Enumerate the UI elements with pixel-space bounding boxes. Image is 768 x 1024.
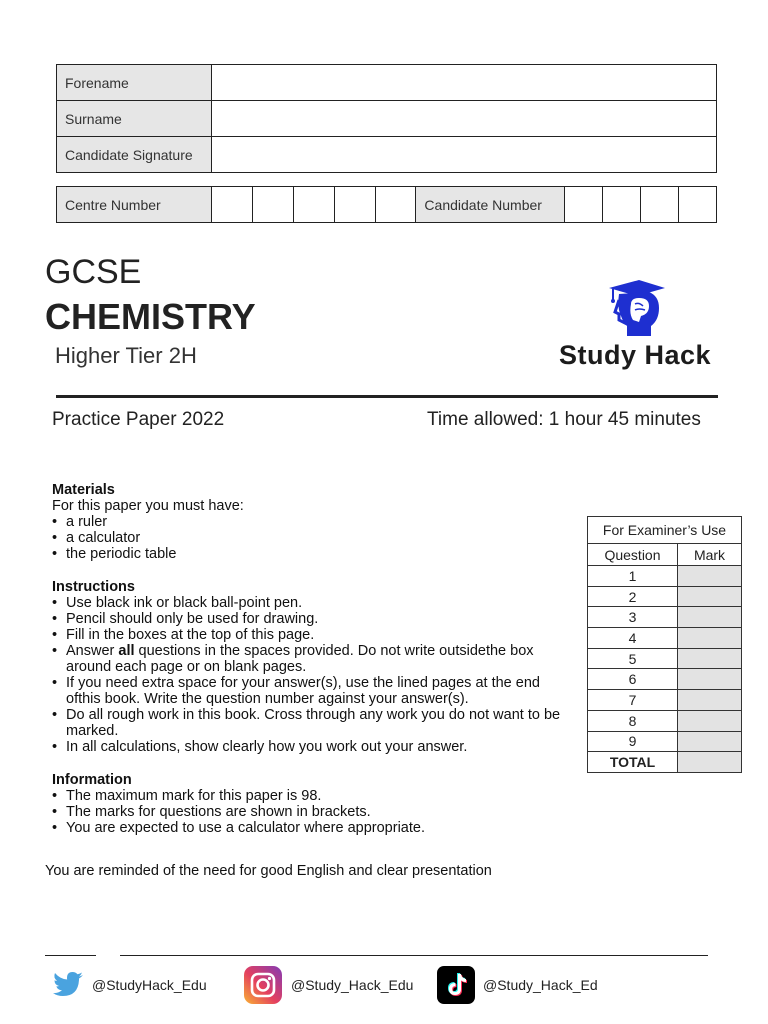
mark-header: Mark bbox=[678, 544, 742, 566]
candidate-number-box[interactable] bbox=[565, 187, 603, 223]
total-row bbox=[588, 752, 742, 773]
table-row bbox=[588, 566, 742, 587]
mark-cell[interactable] bbox=[678, 669, 742, 690]
time-allowed: Time allowed: 1 hour 45 minutes bbox=[427, 409, 701, 430]
surname-field[interactable] bbox=[212, 101, 717, 137]
twitter-link[interactable] bbox=[52, 967, 207, 1003]
centre-number-box[interactable] bbox=[375, 187, 416, 223]
table-row bbox=[588, 648, 742, 669]
list-item: • a ruler bbox=[52, 514, 572, 530]
mark-cell[interactable] bbox=[678, 710, 742, 731]
practice-paper-label: Practice Paper 2022 bbox=[52, 409, 225, 430]
list-item: • Fill in the boxes at the top of this page. bbox=[52, 627, 572, 643]
mark-cell[interactable] bbox=[678, 731, 742, 752]
list-item: • Answer all questions in the spaces provided. Do not write outsidethe box around each page or on blank pages. bbox=[52, 643, 572, 675]
list-item: • a calculator bbox=[52, 530, 572, 546]
examiner-title: For Examiner’s Use bbox=[588, 517, 742, 544]
mark-cell[interactable] bbox=[678, 628, 742, 649]
instagram-icon bbox=[243, 966, 283, 1004]
list-item: • The maximum mark for this paper is 98. bbox=[52, 788, 572, 804]
instructions-list bbox=[52, 595, 572, 755]
table-row bbox=[588, 669, 742, 690]
instructions-block bbox=[52, 482, 572, 836]
tier-title: Higher Tier 2H bbox=[55, 343, 197, 368]
question-number: 6 bbox=[588, 669, 678, 690]
question-number: 4 bbox=[588, 628, 678, 649]
tiktok-link[interactable] bbox=[437, 967, 598, 1003]
forename-label: Forename bbox=[57, 65, 212, 101]
table-row bbox=[588, 607, 742, 628]
instagram-handle: @Study_Hack_Edu bbox=[291, 977, 414, 993]
centre-number-box[interactable] bbox=[211, 187, 252, 223]
twitter-icon bbox=[52, 971, 84, 999]
materials-intro: For this paper you must have: bbox=[52, 498, 244, 514]
footer-rule bbox=[120, 955, 708, 956]
candidate-details-table bbox=[56, 64, 717, 173]
mark-cell[interactable] bbox=[678, 586, 742, 607]
question-number: 5 bbox=[588, 648, 678, 669]
question-number: 9 bbox=[588, 731, 678, 752]
table-row bbox=[588, 628, 742, 649]
tiktok-handle: @Study_Hack_Ed bbox=[483, 977, 598, 993]
information-list bbox=[52, 788, 572, 836]
list-item: • Do all rough work in this book. Cross through any work you do not want to be marked. bbox=[52, 707, 572, 739]
list-item: • You are expected to use a calculator where appropriate. bbox=[52, 820, 572, 836]
examiner-use-table bbox=[587, 516, 742, 773]
table-row bbox=[588, 710, 742, 731]
presentation-reminder: You are reminded of the need for good English and clear presentation bbox=[45, 863, 492, 879]
list-item: • If you need extra space for your answer(s), use the lined pages at the end ofthis book. Write the question number against your answer(s). bbox=[52, 675, 572, 707]
total-mark-cell[interactable] bbox=[678, 752, 742, 773]
question-header: Question bbox=[588, 544, 678, 566]
question-number: 8 bbox=[588, 710, 678, 731]
brand-name: Study Hack bbox=[559, 340, 712, 370]
candidate-number-box[interactable] bbox=[641, 187, 679, 223]
title-divider bbox=[56, 395, 718, 398]
total-label: TOTAL bbox=[588, 752, 678, 773]
mark-cell[interactable] bbox=[678, 690, 742, 711]
mark-cell[interactable] bbox=[678, 648, 742, 669]
candidate-number-label: Candidate Number bbox=[416, 187, 565, 223]
question-number: 7 bbox=[588, 690, 678, 711]
subject-title: CHEMISTRY bbox=[45, 296, 256, 337]
signature-field[interactable] bbox=[212, 137, 717, 173]
list-item: • the periodic table bbox=[52, 546, 572, 562]
instructions-heading: Instructions bbox=[52, 579, 135, 595]
list-item: • Pencil should only be used for drawing. bbox=[52, 611, 572, 627]
centre-number-box[interactable] bbox=[293, 187, 334, 223]
centre-number-box[interactable] bbox=[334, 187, 375, 223]
information-heading: Information bbox=[52, 772, 132, 788]
table-row bbox=[588, 690, 742, 711]
instagram-link[interactable] bbox=[243, 967, 413, 1003]
table-row bbox=[588, 586, 742, 607]
graduate-head-icon bbox=[605, 278, 667, 338]
materials-list bbox=[52, 514, 572, 562]
mark-cell[interactable] bbox=[678, 566, 742, 587]
question-number: 3 bbox=[588, 607, 678, 628]
table-row bbox=[588, 731, 742, 752]
list-item: • Use black ink or black ball-point pen. bbox=[52, 595, 572, 611]
forename-field[interactable] bbox=[212, 65, 717, 101]
surname-label: Surname bbox=[57, 101, 212, 137]
materials-heading: Materials bbox=[52, 482, 115, 498]
centre-number-box[interactable] bbox=[252, 187, 293, 223]
candidate-number-box[interactable] bbox=[603, 187, 641, 223]
footer-rule bbox=[45, 955, 96, 956]
candidate-number-box[interactable] bbox=[679, 187, 717, 223]
list-item: • The marks for questions are shown in brackets. bbox=[52, 804, 572, 820]
number-table bbox=[56, 186, 717, 223]
centre-number-label: Centre Number bbox=[57, 187, 212, 223]
tiktok-icon bbox=[437, 966, 475, 1004]
signature-label: Candidate Signature bbox=[57, 137, 212, 173]
question-number: 2 bbox=[588, 586, 678, 607]
question-number: 1 bbox=[588, 566, 678, 587]
mark-cell[interactable] bbox=[678, 607, 742, 628]
qualification-title: GCSE bbox=[45, 253, 142, 291]
twitter-handle: @StudyHack_Edu bbox=[92, 977, 207, 993]
list-item: • In all calculations, show clearly how you work out your answer. bbox=[52, 739, 572, 755]
